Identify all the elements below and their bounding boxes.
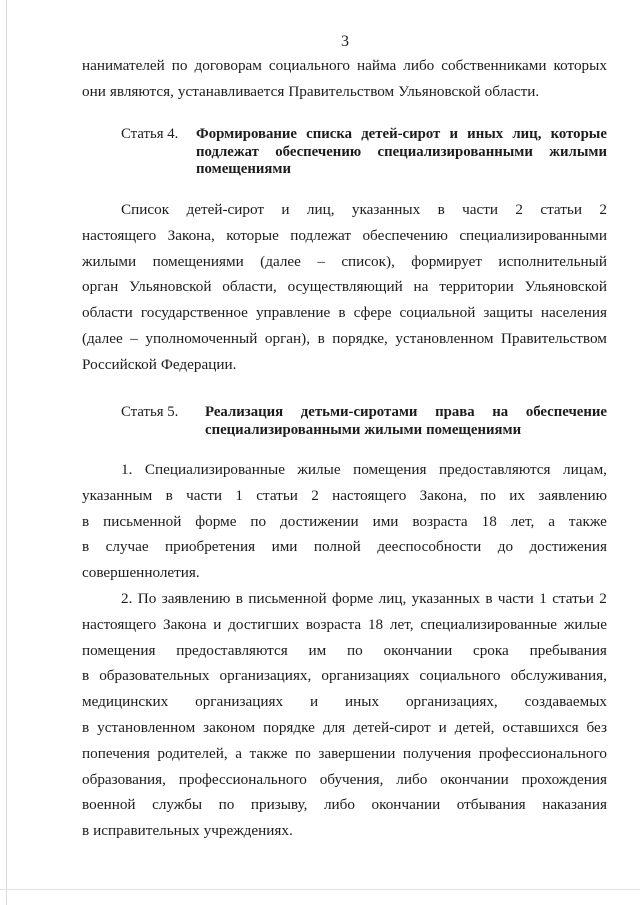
text-line: в установленном законом порядке для детей-сирот и детей, оставшихся без: [82, 718, 607, 736]
article-5-label: Статья 5.: [121, 404, 179, 420]
text-line: в образовательных организациях, организациях социального обслуживания,: [82, 667, 607, 685]
article-5-heading: [121, 404, 607, 440]
scan-edge-mark: [6, 0, 7, 905]
text-line: Список детей-сирот и лиц, указанных в части 2 статьи 2: [121, 201, 607, 218]
text-line: области государственное управление в сфере социальной защиты населения: [82, 304, 607, 322]
text-line: 1. Специализированные жилые помещения предоставляются лицам,: [121, 461, 607, 478]
title-line: помещениями: [196, 161, 292, 177]
text-line: в случае приобретения ими полной дееспособности до достижения: [82, 538, 607, 556]
article-4-body: [82, 197, 607, 378]
article-4-heading: [121, 126, 607, 180]
scan-edge-mark: [0, 889, 640, 890]
title-line: подлежат обеспечению специализированными жилыми: [196, 143, 607, 160]
text-line: совершеннолетия.: [82, 564, 200, 582]
text-line: в исправительных учреждениях.: [82, 822, 293, 840]
text-line: жилыми помещениями (далее – список), формирует исполнительный: [82, 252, 607, 270]
text-line: в письменной форме по достижении ими возраста 18 лет, а также: [82, 512, 607, 530]
intro-paragraph: [82, 53, 607, 105]
article-5-title: [205, 404, 607, 439]
text-line: попечения родителей, а также по завершении получения профессионального: [82, 744, 607, 762]
title-line: Реализация детьми-сиротами права на обеспечение: [205, 404, 607, 420]
article-5-body: [82, 457, 607, 844]
text-line: орган Ульяновской области, осуществляющий на территории Ульяновской: [82, 278, 607, 296]
text-line: 2. По заявлению в письменной форме лиц, указанных в части 1 статьи 2: [121, 589, 607, 607]
article-4-title: [196, 126, 607, 179]
text-line: нанимателей по договорам социального найма либо собственниками которых: [82, 57, 607, 74]
text-line: настоящего Закона, которые подлежат обеспечению специализированными: [82, 226, 607, 244]
text-line: военной службы по призыву, либо окончании отбывания наказания: [82, 796, 607, 814]
title-line: Формирование списка детей-сирот и иных лиц, которые: [196, 126, 607, 142]
text-line: помещения предоставляются им по окончании срока пребывания: [82, 641, 607, 659]
article-4-label: Статья 4.: [121, 126, 179, 142]
text-line: настоящего Закона и достигших возраста 18 лет, специализированные жилые: [82, 615, 607, 633]
text-line: медицинских организациях и иных организациях, создаваемых: [82, 693, 607, 711]
text-line: (далее – уполномоченный орган), в порядке, установленном Правительством: [82, 329, 607, 347]
text-line: образования, профессионального обучения, либо окончании прохождения: [82, 770, 607, 788]
page-number: 3: [341, 33, 349, 50]
text-line: указанным в части 1 статьи 2 настоящего Закона, по их заявлению: [82, 486, 607, 504]
title-line: специализированными жилыми помещениями: [205, 421, 522, 438]
text-line: Российской Федерации.: [82, 355, 237, 373]
text-line: они являются, устанавливается Правительством Ульяновской области.: [82, 82, 540, 100]
